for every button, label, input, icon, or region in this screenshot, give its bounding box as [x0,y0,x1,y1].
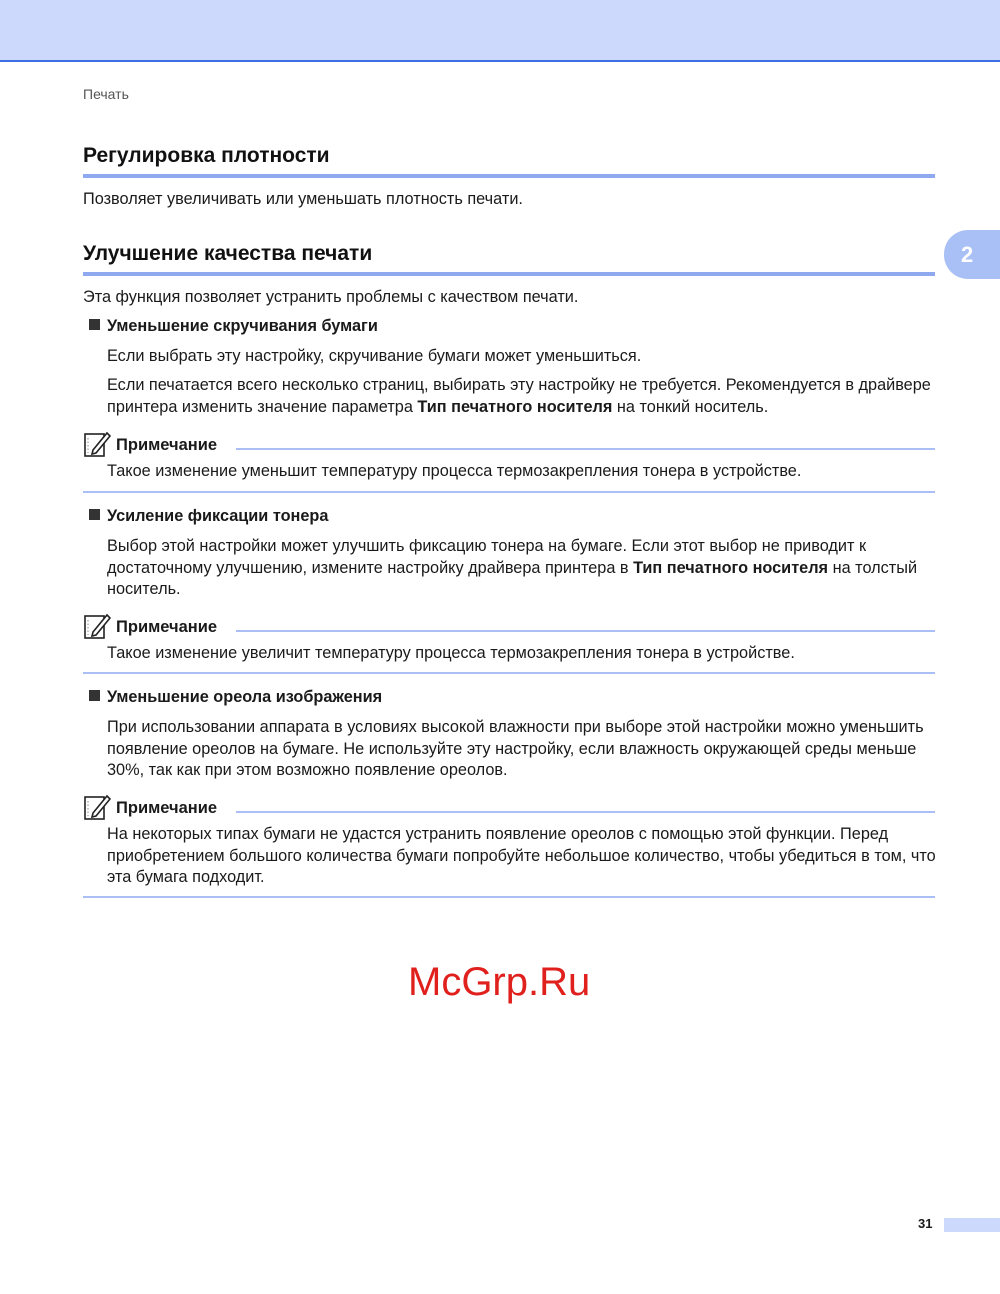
note-header: Примечание [83,612,935,642]
bullet-square-icon [89,690,100,701]
footer-bar [944,1218,1000,1232]
note-pencil-icon [83,793,111,821]
chapter-number: 2 [961,242,974,267]
note-text: Такое изменение уменьшит температуру процесса термозакрепления тонера в устройстве. [107,462,802,480]
bullet-heading-halo: Уменьшение ореола изображения [89,688,382,707]
section-text-density: Позволяет увеличивать или уменьшать плотность печати. [83,190,523,208]
note-text: На некоторых типах бумаги не удастся устранить появление ореолов с помощью этой функции. Перед приобретением большого количества бумаги попробуйте небольшое количество, чтобы убедиться в том, что эта бумага подходит. [107,825,936,886]
chapter-tab [944,230,1000,279]
header-band [0,0,1000,62]
note-header: Примечание [83,430,935,460]
note-header: Примечание [83,793,935,823]
bullet-square-icon [89,509,100,520]
bullet-heading-toner: Усиление фиксации тонера [89,507,328,526]
note-text: Такое изменение увеличит температуру процесса термозакрепления тонера в устройстве. [107,644,795,662]
bullet-square-icon [89,319,100,330]
page-number: 31 [918,1216,933,1231]
paragraph: При использовании аппарата в условиях высокой влажности при выборе этой настройки можно уменьшить появление ореолов на бумаге. Не используйте эту настройку, если влажность окружающей среды меньше 30%, так как при этом возможно появление ореолов. [107,718,924,779]
section-title-quality: Улучшение качества печати [83,242,935,276]
watermark: McGrp.Ru [408,960,591,1004]
breadcrumb: Печать [83,86,129,102]
bullet-heading-curl: Уменьшение скручивания бумаги [89,317,378,336]
note-pencil-icon [83,430,111,458]
note-divider [83,896,935,898]
paragraph: Если выбрать эту настройку, скручивание бумаги может уменьшиться. [107,347,642,365]
paragraph: Выбор этой настройки может улучшить фиксацию тонера на бумаге. Если этот выбор не приводит к достаточному улучшению, измените настройку драйвера принтера в Тип печатного носителя на толстый носитель. [107,537,918,598]
section-title-density: Регулировка плотности [83,144,935,178]
note-divider [83,491,935,493]
note-pencil-icon [83,612,111,640]
section-intro-quality: Эта функция позволяет устранить проблемы с качеством печати. [83,288,579,306]
note-divider [83,672,935,674]
paragraph: Если печатается всего несколько страниц, выбирать эту настройку не требуется. Рекомендуется в драйвере принтера изменить значение параметра Тип печатного носителя на тонкий носитель. [107,376,931,416]
